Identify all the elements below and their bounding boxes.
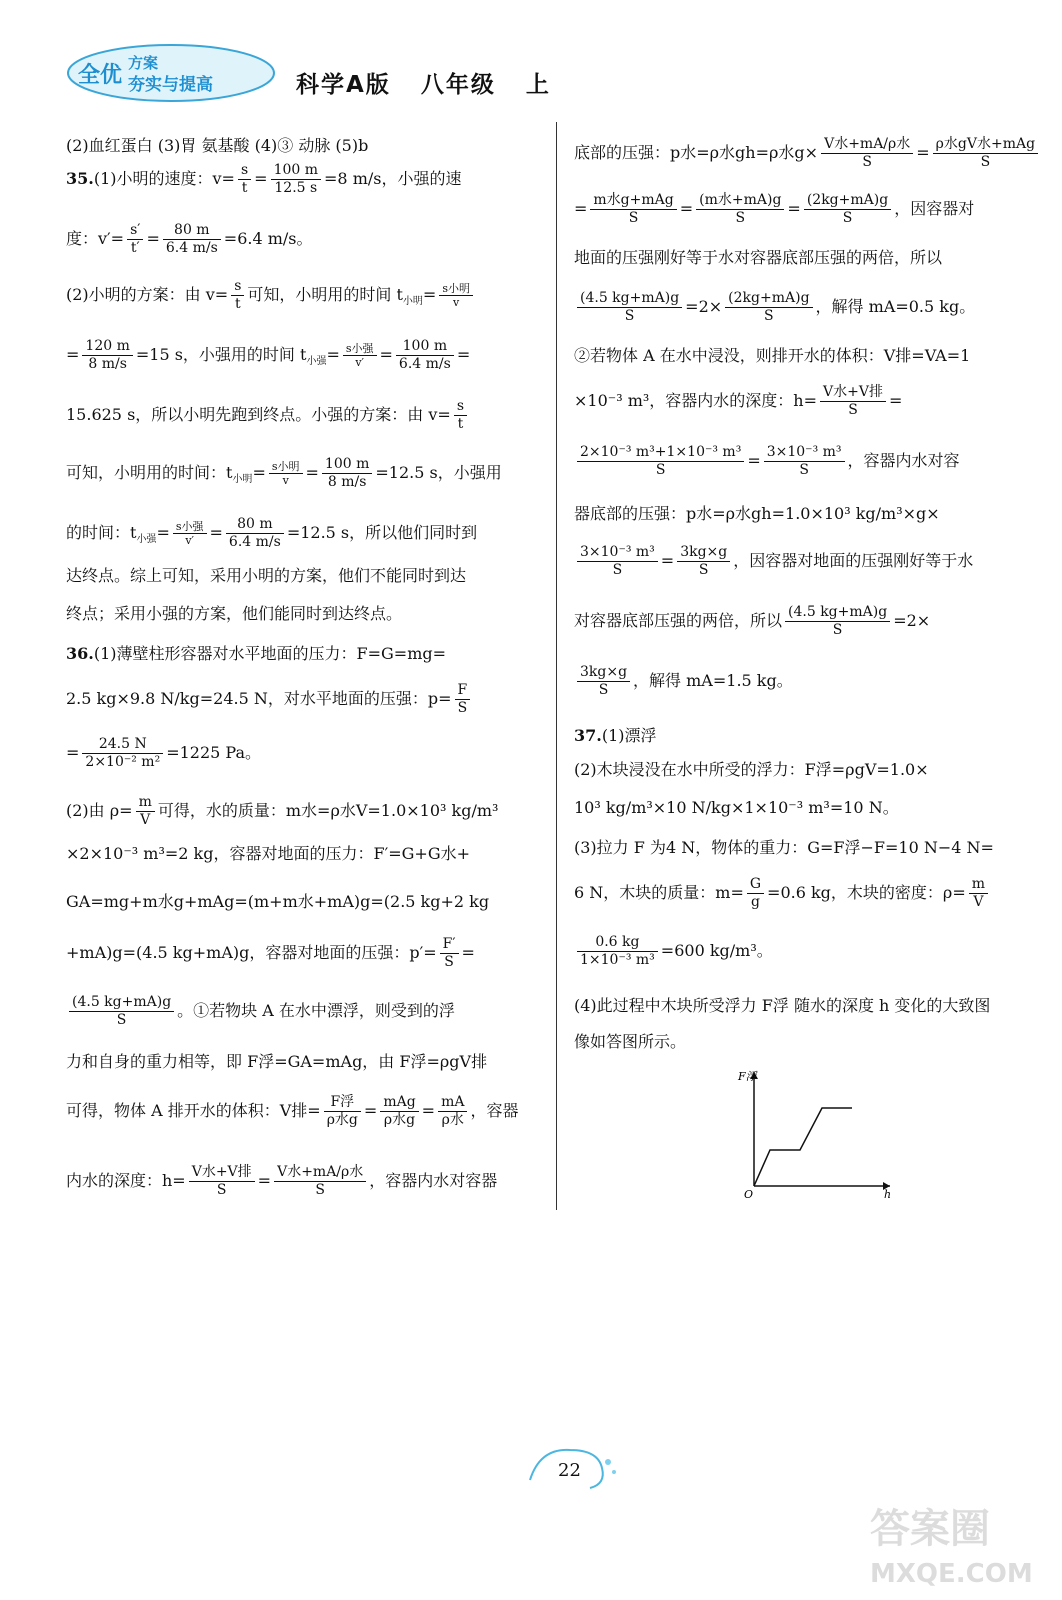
column-divider — [556, 122, 557, 1210]
answer-line: 15.625 s，所以小明先跑到终点。小强的方案：由 v= $\frac{s}{t}$ — [66, 398, 470, 433]
svg-text:夯实与提高: 夯实与提高 — [128, 75, 213, 95]
answer-line: ×10⁻³ m³，容器内水的深度：h= V水+V排 S = — [574, 384, 903, 418]
answer-line: (2)木块浸没在水中所受的浮力：F浮=ρgV=1.0× — [574, 760, 929, 779]
svg-text:方案: 方案 — [128, 54, 159, 72]
question-number: 35. — [66, 168, 94, 188]
answer-line: (2)血红蛋白 (3)胃 氨基酸 (4)③ 动脉 (5)b — [66, 136, 369, 155]
answer-line: ×2×10⁻³ m³=2 kg，容器对地面的压力：F′=G+G水+ — [66, 844, 471, 863]
watermark — [860, 1482, 1050, 1592]
answer-line: $\frac{(4.5 kg+mA)g}{S}$ 。①若物块 A 在水中漂浮，则受到的浮 — [66, 994, 455, 1029]
answer-line: +mA)g=(4.5 kg+mA)g，容器对地面的压强：p′= $\frac{F'}{S}$ = — [66, 936, 475, 970]
answer-line: = $\frac{24.5 N}{\text{2×10⁻² m²}}$ =1225 Pa。 — [66, 736, 262, 770]
answer-line: ②若物体 A 在水中浸没，则排开水的体积：V排=VA=1 — [574, 346, 971, 365]
answer-line: = m水g+mAg S = (m水+mA)g S = $\frac{(2kg+mA)g}{S}$ ，因容器对 — [574, 192, 975, 226]
answer-line: 6 N，木块的质量：m= $\frac{G}{g}$ =0.6 kg，木块的密度：ρ= $\frac{m}{V}$ — [574, 876, 991, 911]
answer-line: (4)此过程中木块所受浮力 F浮 随水的深度 h 变化的大致图 — [574, 996, 991, 1015]
answer-line: $\frac{\text{2×10⁻³ m³+1×10⁻³ m³}}{S}$ = $\frac{\text{3×10⁻³ m³}}{S}$ ，容器内水对容 — [574, 444, 960, 479]
answer-line: = $\frac{120 m}{8 m/s}$ =15 s，小强用的时间 $t_{小强}=$ s小强 v′ = $\frac{100 m}{6.4 m/s}$ = — [66, 338, 471, 372]
answer-line: 的时间：$t_{小强}=$ s小强 v′ = $\frac{80 m}{6.4 m/s}$ =12.5 s，所以他们同时到 — [66, 516, 478, 550]
buoyancy-curve — [754, 1108, 852, 1186]
answer-line: 像如答图所示。 — [574, 1032, 687, 1051]
question-number: 36. — [66, 644, 94, 663]
y-axis-label: F浮 — [738, 1070, 757, 1083]
answer-line: (3)拉力 F 为4 N，物体的重力：G=F浮−F=10 N−4 N= — [574, 838, 994, 857]
publisher-logo — [66, 42, 276, 104]
svg-text:答案圈: 答案圈 — [870, 1506, 990, 1552]
answer-line: 2.5 kg×9.8 N/kg=24.5 N，对水平地面的压强：p= $\frac{F}{S}$ — [66, 682, 473, 717]
answer-line: $\frac{\text{3×10⁻³ m³}}{S}$ = $\frac{3kg\times g}{S}$ ，因容器对地面的压强刚好等于水 — [574, 544, 973, 579]
answer-line: 终点；采用小强的方案，他们能同时到达终点。 — [66, 604, 403, 623]
page-number-badge — [520, 1440, 620, 1500]
answer-line: 可得，物体 A 排开水的体积：V排= F浮 ρ水g = mAg ρ水g = mA ρ水 ，容器 — [66, 1094, 519, 1128]
book-title: 科学A版 八年级 上 — [296, 72, 551, 98]
answer-line: GA=mg+m水g+mAg=(m+m水+mA)g=(2.5 kg+2 kg — [66, 892, 490, 911]
page-number: 22 — [558, 1460, 581, 1481]
answer-line: (2)小明的方案：由 v= $\frac{s}{t}$ 可知，小明用的时间 $t_{小明}=$ s小明 v — [66, 278, 476, 313]
svg-text:全优: 全优 — [78, 63, 123, 88]
answer-line: 底部的压强：p水=ρ水gh=ρ水g× V水+mA/ρ水 S = ρ水gV水+mAg S — [574, 136, 1041, 171]
answer-line: 地面的压强刚好等于水对容器底部压强的两倍，所以 — [574, 248, 943, 267]
answer-line: 度：v′= $\frac{s'}{t'}$ = $\frac{80 m}{6.4 m/s}$ =6.4 m/s。 — [66, 222, 313, 256]
answer-36-line: 36.(1)薄壁柱形容器对水平地面的压力：F=G=mg= — [66, 644, 447, 663]
origin-label: O — [744, 1188, 754, 1201]
answer-line: 器底部的压强：p水=ρ水gh=1.0×10³ kg/m³×g× — [574, 504, 940, 523]
answer-line: 10³ kg/m³×10 N/kg×1×10⁻³ m³=10 N。 — [574, 798, 899, 817]
answer-line: 对容器底部压强的两倍，所以 $\frac{(4.5 kg+mA)g}{S}$ =2× — [574, 604, 931, 638]
x-axis-label: h — [884, 1188, 892, 1201]
answer-line: (2)由 ρ= $\frac{m}{V}$ 可得，水的质量：m水=ρ水V=1.0×10³ kg/m³ — [66, 794, 499, 828]
answer-line: $\frac{3kg\times g}{S}$ ，解得 mA=1.5 kg。 — [574, 664, 793, 699]
buoyancy-depth-graph — [730, 1062, 900, 1202]
answer-line: 内水的深度：h= V水+V排 S = V水+mA/ρ水 S ，容器内水对容器 — [66, 1164, 498, 1198]
answer-line: 力和自身的重力相等，即 F浮=GA=mAg，由 F浮=ρgV排 — [66, 1052, 488, 1071]
answer-line: 可知，小明用的时间：$t_{小明}=$ s小明 v = $\frac{100 m}{8 m/s}$ =12.5 s，小强用 — [66, 456, 502, 490]
answer-line: 达终点。综上可知，采用小明的方案，他们不能同时到达 — [66, 566, 467, 585]
svg-text:MXQE.COM: MXQE.COM — [870, 1559, 1033, 1589]
answer-37-line: 37.(1)漂浮 — [574, 726, 657, 745]
answer-line: $\frac{0.6 kg}{\text{1×10⁻³ m³}}$ =600 kg/m³。 — [574, 934, 773, 969]
answer-line: $\frac{(4.5 kg+mA)g}{S}$ =2× $\frac{(2kg+mA)g}{S}$ ，解得 mA=0.5 kg。 — [574, 290, 975, 325]
question-number: 37. — [574, 726, 602, 745]
answer-35-line: 35.(1)小明的速度：v= $\frac{s}{t}$ = $\frac{100 m}{12.5 s}$ =8 m/s，小强的速 — [66, 162, 462, 196]
